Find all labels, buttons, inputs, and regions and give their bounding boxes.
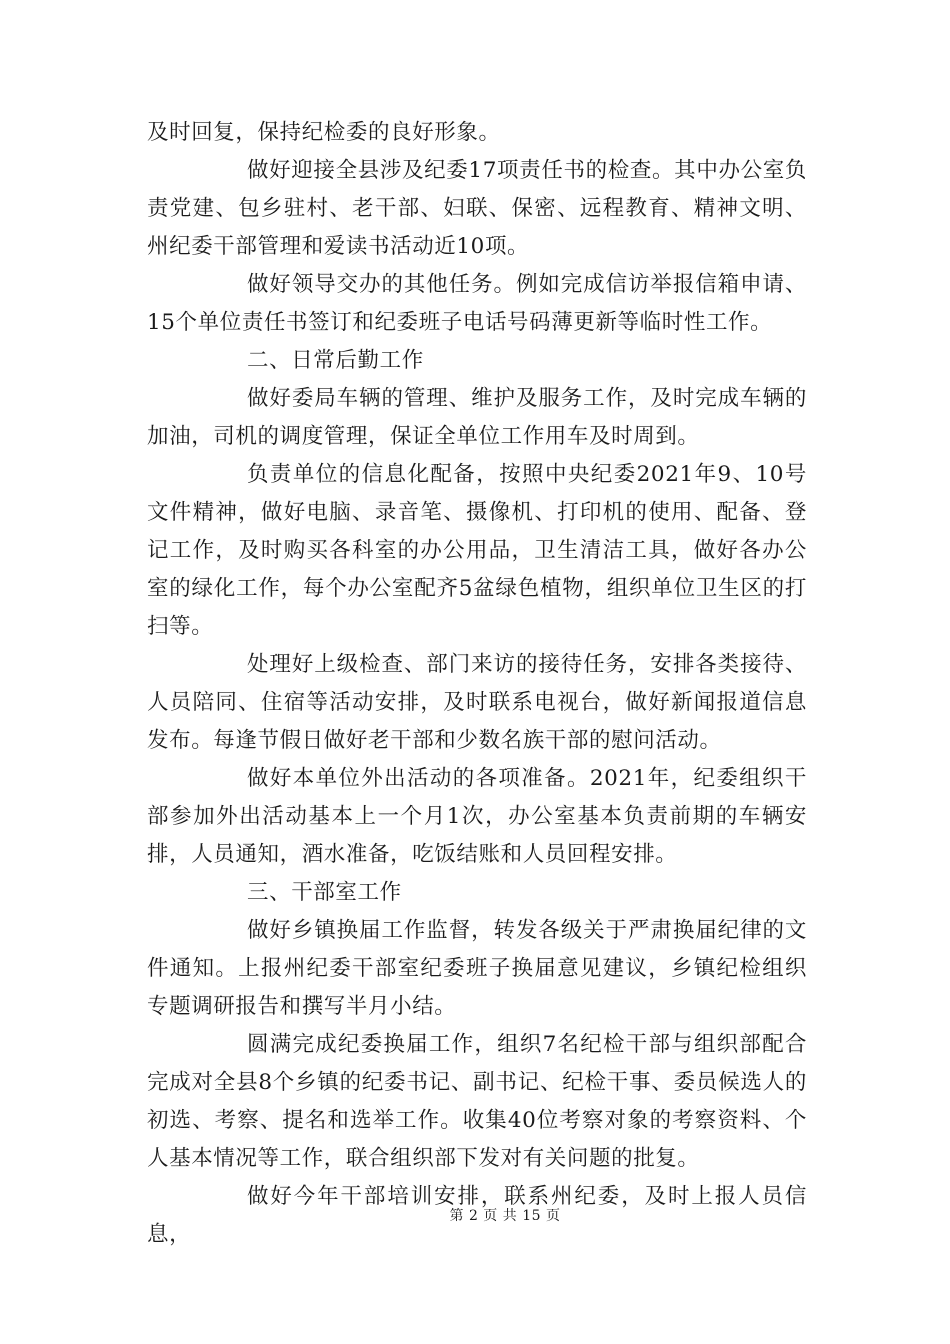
paragraph: 处理好上级检查、部门来访的接待任务，安排各类接待、人员陪同、住宿等活动安排，及时联系电视台，做好新闻报道信息发布。每逢节假日做好老干部和少数名族干部的慰问活动。: [147, 652, 807, 753]
section-heading: 三、干部室工作: [247, 880, 402, 905]
paragraph: 做好领导交办的其他任务。例如完成信访举报信箱申请、15个单位责任书签订和纪委班子电话号码薄更新等临时性工作。: [147, 272, 807, 335]
paragraph: 做好今年干部培训安排，联系州纪委，及时上报人员信息，: [147, 1184, 807, 1247]
paragraph: 做好本单位外出活动的各项准备。2021年，纪委组织干部参加外出活动基本上一个月1次，办公室基本负责前期的车辆安排，人员通知，酒水准备，吃饭结账和人员回程安排。: [147, 766, 807, 867]
paragraph-continuation: 及时回复，保持纪检委的良好形象。: [147, 120, 501, 145]
body-text: [147, 114, 807, 1254]
paragraph: 负责单位的信息化配备，按照中央纪委2021年9、10号文件精神，做好电脑、录音笔、摄像机、打印机的使用、配备、登记工作，及时购买各科室的办公用品，卫生清洁工具，做好各办公室的绿化工作，每个办公室配齐5盆绿色植物，组织单位卫生区的打扫等。: [147, 462, 807, 639]
paragraph: 圆满完成纪委换届工作，组织7名纪检干部与组织部配合完成对全县8个乡镇的纪委书记、副书记、纪检干事、委员候选人的初选、考察、提名和选举工作。收集40位考察对象的考察资料、个人基本情况等工作，联合组织部下发对有关问题的批复。: [147, 1032, 807, 1171]
paragraph: 做好乡镇换届工作监督，转发各级关于严肃换届纪律的文件通知。上报州纪委干部室纪委班子换届意见建议，乡镇纪检组织专题调研报告和撰写半月小结。: [147, 918, 807, 1019]
paragraph: 做好委局车辆的管理、维护及服务工作，及时完成车辆的加油，司机的调度管理，保证全单位工作用车及时周到。: [147, 386, 807, 449]
paragraph: 做好迎接全县涉及纪委17项责任书的检查。其中办公室负责党建、包乡驻村、老干部、妇联、保密、远程教育、精神文明、州纪委干部管理和爱读书活动近10项。: [147, 158, 807, 259]
page-number-footer: 第 2 页 共 15 页: [449, 1208, 561, 1224]
section-heading: 二、日常后勤工作: [247, 348, 424, 373]
